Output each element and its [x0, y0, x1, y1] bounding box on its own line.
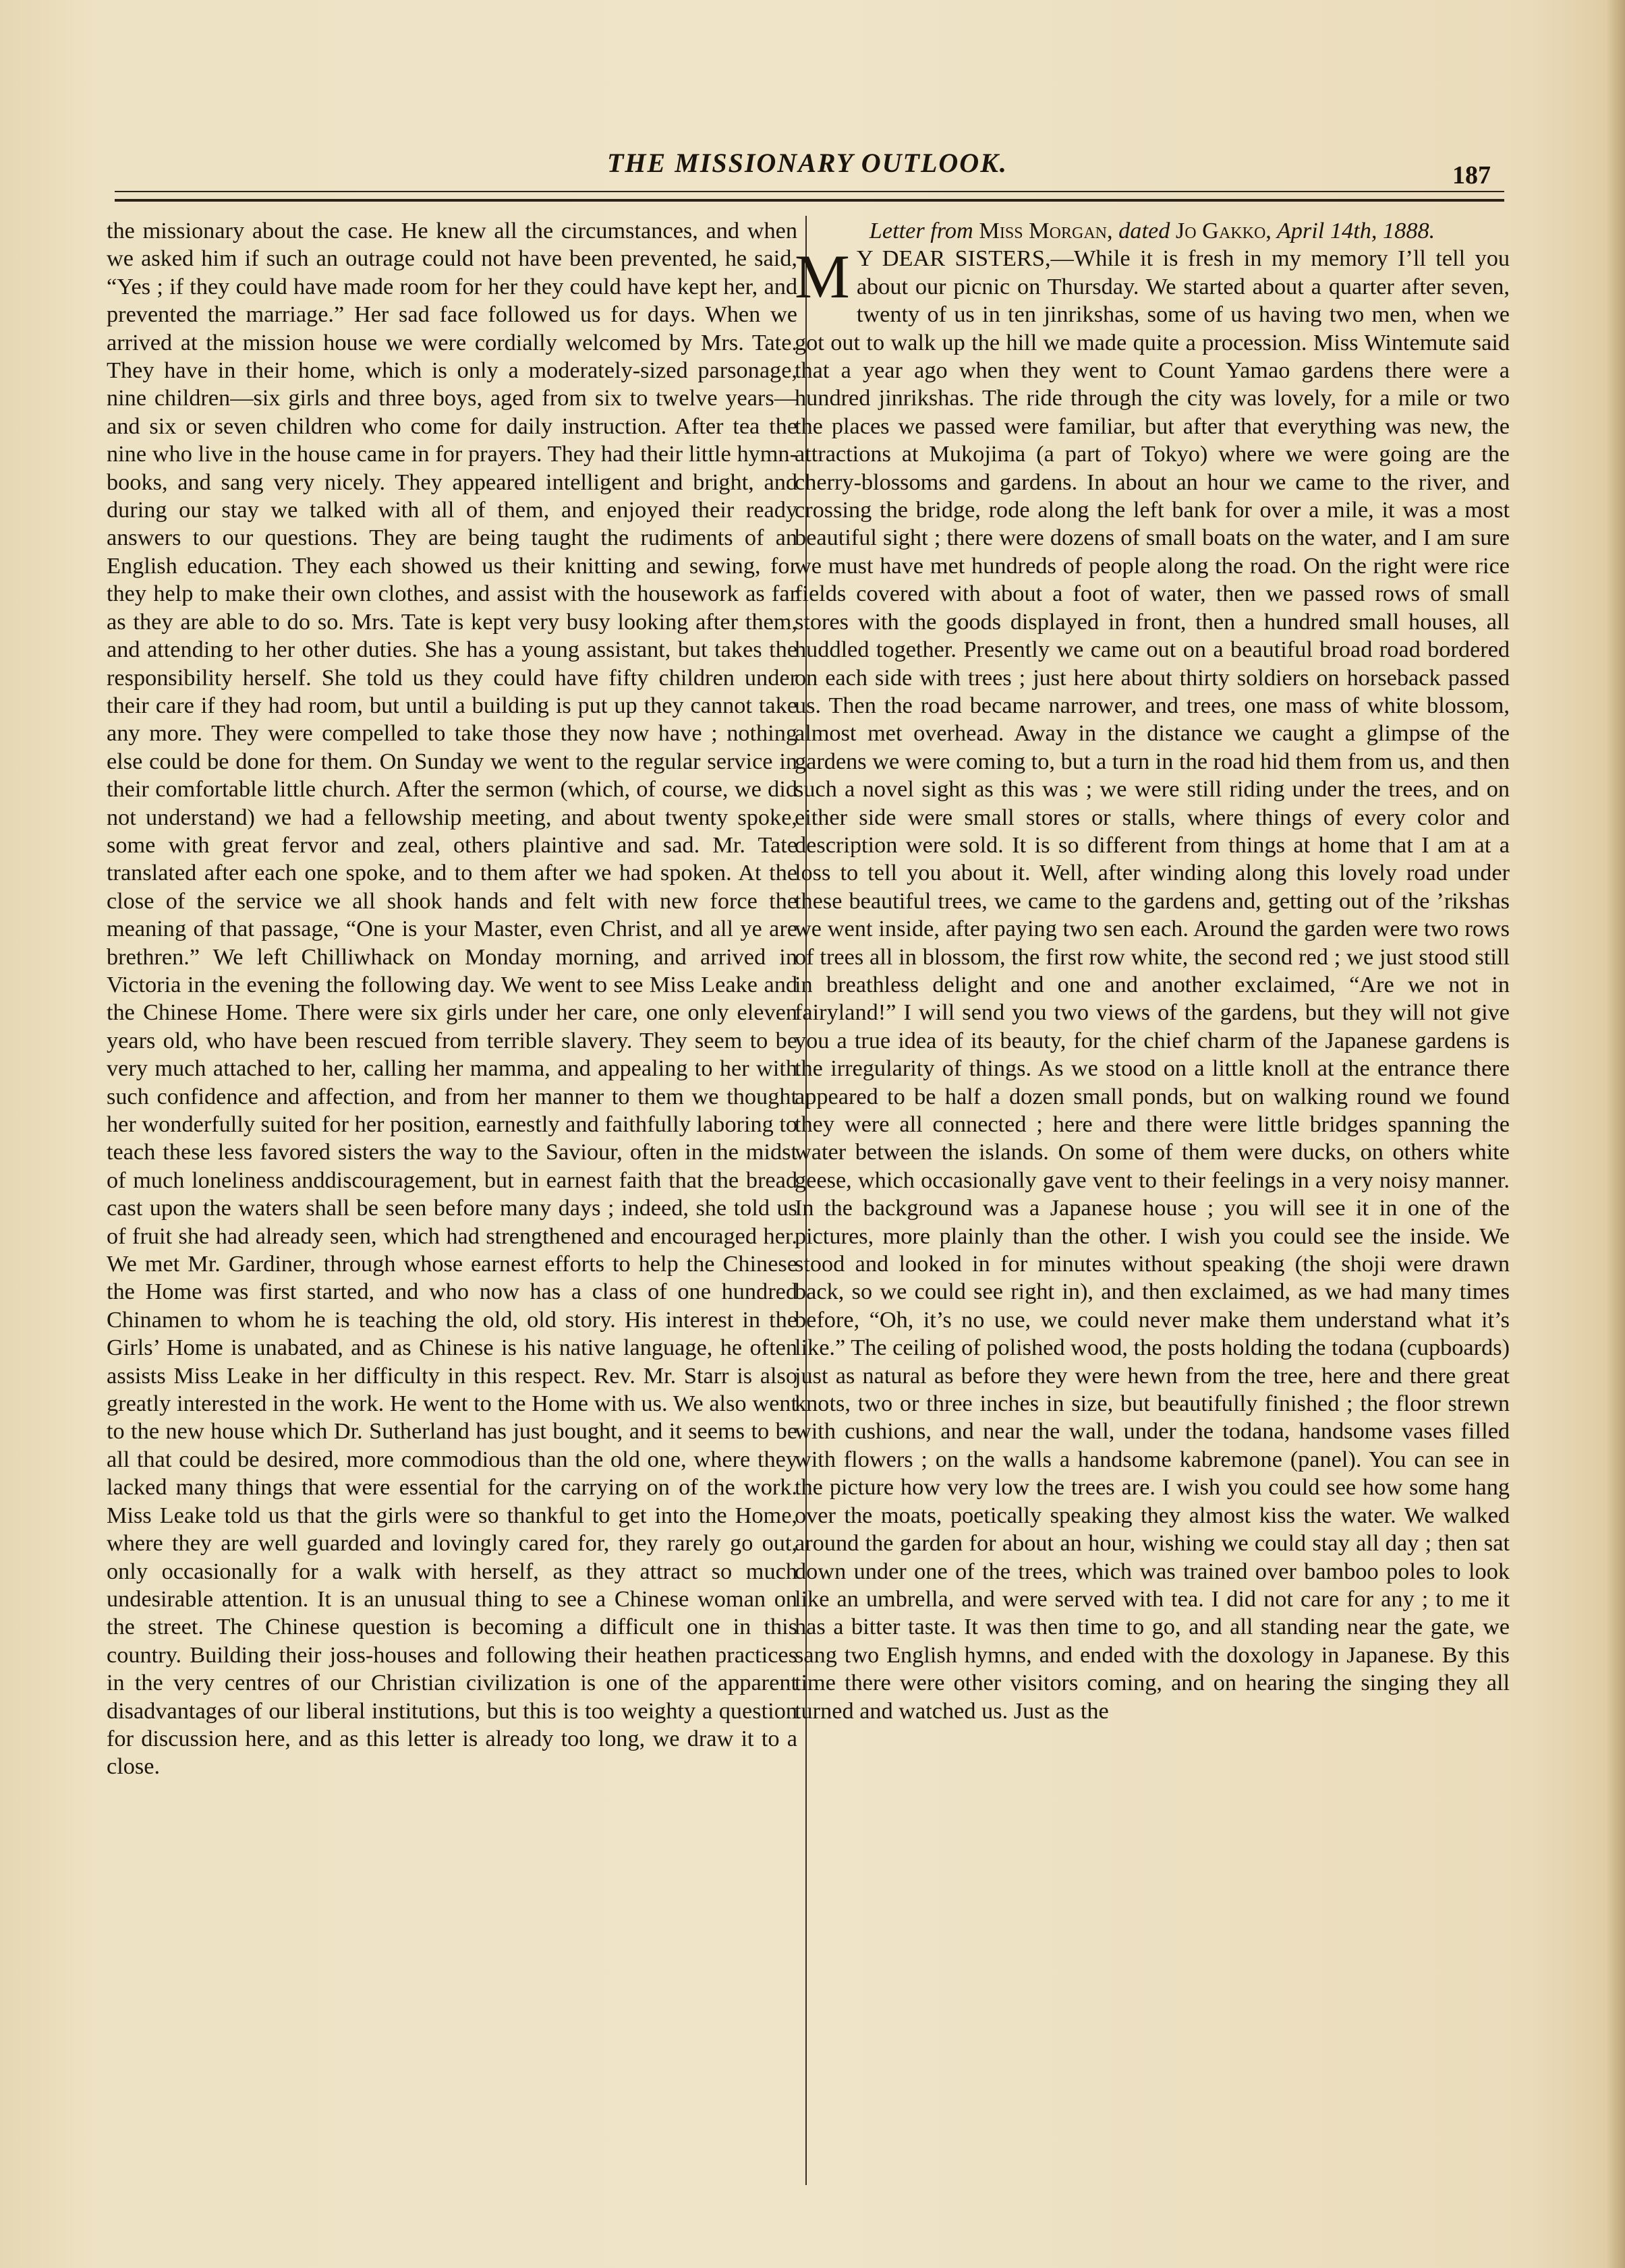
- heading-date: April 14th, 1888.: [1276, 218, 1435, 243]
- letter-body: [795, 242, 1510, 1725]
- left-column: [107, 217, 797, 1781]
- header-rule-thin: [115, 191, 1504, 192]
- heading-prefix: Letter from: [869, 218, 973, 243]
- heading-dated: dated: [1118, 218, 1170, 243]
- left-column-text: the missionary about the case. He knew all the circumstances, and when we asked him if such an outrage could not have been prevented, he said, “Yes ; if they could have made room for her they could have kept her, and prevented the marriage.” Her sad face followed us for days. When we arrived at the mission house we were cordially welcomed by Mrs. Tate. They have in their home, which is only a moderately-sized parsonage, nine children—six girls and three boys, aged from six to twelve years—and six or seven children who come for daily instruction. After tea the nine who live in the house came in for prayers. They had their little hymn-books, and sang very nicely. They appeared intelligent and bright, and during our stay we talked with all of them, and enjoyed their ready answers to our questions. They are being taught the rudiments of an English education. They each showed us their knitting and sewing, for they help to make their own clothes, and assist with the housework as far as they are able to do so. Mrs. Tate is kept very busy looking after them, and attending to her other duties. She has a young assistant, but takes the responsibility herself. She told us they could have fifty children under their care if they had room, but until a building is put up they cannot take any more. They were compelled to take those they now have ; nothing else could be done for them. On Sunday we went to the regular service in their comfortable little church. After the sermon (which, of course, we did not understand) we had a fellowship meeting, and about twenty spoke, some with great fervor and zeal, others plaintive and sad. Mr. Tate translated after each one spoke, and to them after we had spoken. At the close of the service we all shook hands and felt with new force the meaning of that passage, “One is your Master, even Christ, and all ye are brethren.” We left Chilliwhack on Monday morning, and arrived in Victoria in the evening the following day. We went to see Miss Leake and the Chinese Home. There were six girls under her care, one only eleven years old, who have been rescued from terrible slavery. They seem to be very much attached to her, calling her mamma, and appealing to her with such confidence and affection, and from her manner to them we thought her wonderfully suited for her position, earnestly and faithfully laboring to teach these less favored sisters the way to the Saviour, often in the midst of much loneliness anddiscouragement, but in earnest faith that the bread cast upon the waters shall be seen before many days ; indeed, she told us of fruit she had already seen, which had strengthened and encouraged her. We met Mr. Gardiner, through whose earnest efforts to help the Chinese the Home was first started, and who now has a class of one hundred Chinamen to whom he is teaching the old, old story. His interest in the Girls’ Home is unabated, and as Chinese is his native language, he often assists Miss Leake in her difficulty in this respect. Rev. Mr. Starr is also greatly interested in the work. He went to the Home with us. We also went to the new house which Dr. Sutherland has just bought, and it seems to be all that could be desired, more commodious than the old one, where they lacked many things that were essential for the carrying on of the work. Miss Leake told us that the girls were so thankful to get into the Home, where they are well guarded and lovingly cared for, they rarely go out, only occasionally for a walk with herself, as they attract so much undesirable attention. It is an unusual thing to see a Chinese woman on the street. The Chinese question is becoming a difficult one in this country. Building their joss-houses and following their heathen practices in the very centres of our Christian civilization is one of the apparent disadvantages of our liberal institutions, but this is too weighty a question for discussion here, and as this letter is already too long, we draw it to a close.: [107, 218, 797, 1780]
- letter-text: —While it is fresh in my memory I’ll tell you about our picnic on Thursday. We started about a quarter after seven, twenty of us in ten jinrikshas, some of us having two men, when we got out to walk up the hill we made quite a procession. Miss Wintemute said that a year ago when they went to Count Yamao gardens there were a hundred jinrikshas. The ride through the city was lovely, for a mile or two the places we passed were familiar, but after that everything was new, the attractions at Mukojima (a part of Tokyo) where we were going are the cherry-blossoms and gardens. In about an hour we came to the river, and crossing the bridge, rode along the left bank for over a mile, it was a most beautiful sight ; there were dozens of small boats on the water, and I am sure we must have met hundreds of people along the road. On the right were rice fields covered with about a foot of water, then we passed rows of small stores with the goods displayed in front, then a hundred small houses, all huddled together. Presently we came out on a beautiful broad road bordered on each side with trees ; just here about thirty soldiers on horseback passed us. Then the road became narrower, and trees, one mass of white blossom, almost met overhead. Away in the distance we caught a glimpse of the gardens we were coming to, but a turn in the road hid them from us, and then such a novel sight as this was ; we were still riding under the trees, and on either side were small stores or stalls, where things of every color and description were sold. It is so different from things at home that I am at a loss to tell you about it. Well, after winding along this lovely road under these beautiful trees, we came to the gardens and, getting out of the ’rikshas we went inside, after paying two sen each. Around the garden were two rows of trees all in blossom, the first row white, the second red ; we just stood still in breathless delight and one and another exclaimed, “Are we not in fairyland!” I will send you two views of the gardens, but they will not give you a true idea of its beauty, for the chief charm of the Japanese gardens is the irregularity of things. As we stood on a little knoll at the entrance there appeared to be half a dozen small ponds, but on walking round we found they were all connected ; here and there were little bridges spanning the water between the islands. On some of them were ducks, on others white geese, which occasionally gave vent to their feelings in a very noisy manner. In the background was a Japanese house ; you will see it in one of the pictures, more plainly than the other. I wish you could see the inside. We stood and looked in for minutes without speaking (the shoji were drawn back, so we could see right in), and then exclaimed, as we had many times before, “Oh, it’s no use, we could never make them understand what it’s like.” The ceiling of polished wood, the posts holding the todana (cupboards) just as natural as before they were hewn from the tree, here and there great knots, two or three inches in size, but beautifully finished ; the floor strewn with cushions, and near the wall, under the todana, handsome vases filled with flowers ; on the walls a handsome kabremone (panel). You can see in the picture how very low the trees are. I wish you could see how some hang over the moats, poetically speaking they almost kiss the water. We walked around the garden for about an hour, wishing we could stay all day ; then sat down under one of the trees, which was trained over bamboo poles to look like an umbrella, and were served with tea. I did not care for any ; to me it has a bitter taste. It was then time to go, and all standing near the gate, we sang two English hymns, and ended with the doxology in Japanese. By this time there were other visitors coming, and on hearing the singing they all turned and watched us. Just as the: [795, 245, 1510, 1724]
- drop-cap: M: [795, 242, 850, 312]
- page-header: [115, 142, 1504, 189]
- page-edge-shadow: [1606, 0, 1625, 2268]
- salutation: Y DEAR SISTERS,: [856, 245, 1051, 272]
- letter-heading: [795, 217, 1510, 245]
- right-column: [795, 217, 1510, 1725]
- page-number: 187: [1452, 161, 1491, 190]
- header-rule-thick: [115, 199, 1504, 202]
- heading-name: Miss Morgan,: [979, 218, 1113, 243]
- running-title: THE MISSIONARY OUTLOOK.: [607, 148, 1008, 178]
- heading-place: Jo Gakko,: [1175, 218, 1272, 243]
